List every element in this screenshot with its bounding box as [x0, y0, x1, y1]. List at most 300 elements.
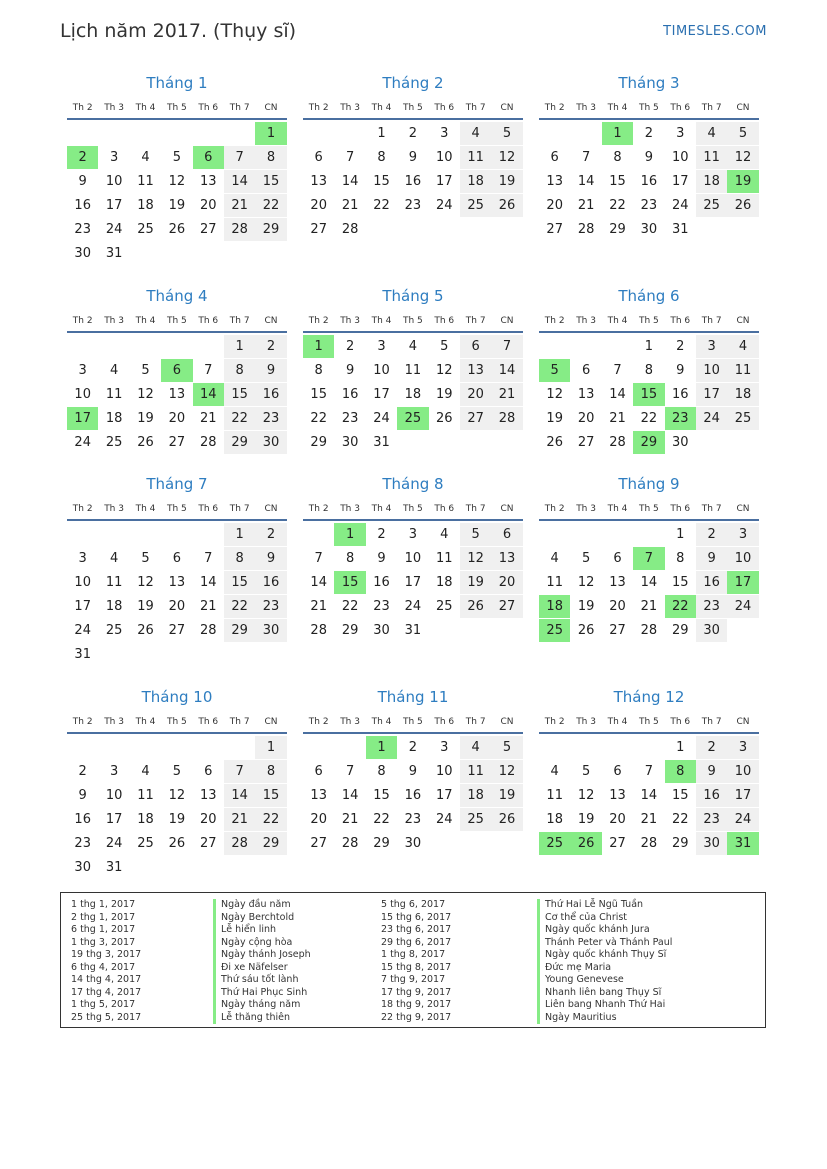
- calendar-day: 12: [577, 788, 595, 803]
- calendar-day: 6: [550, 150, 559, 165]
- calendar-day: 10: [435, 764, 453, 779]
- calendar-day: 8: [377, 764, 386, 779]
- calendar-day: 21: [224, 194, 255, 217]
- calendar-day: 20: [546, 198, 563, 213]
- calendar-day: 12: [577, 575, 595, 590]
- holiday-name: Liên bang Nhanh Thứ Hai: [545, 999, 666, 1010]
- month-calendar: [303, 72, 523, 242]
- calendar-week: [303, 122, 523, 146]
- calendar-day: 24: [105, 222, 123, 237]
- calendar-day-empty: [98, 122, 129, 145]
- calendar-day: 28: [199, 623, 217, 638]
- calendar-day: 6: [460, 335, 491, 358]
- weekday-label: Th 7: [701, 717, 722, 727]
- calendar-day: 22: [224, 407, 255, 430]
- calendar-day: 18: [546, 812, 563, 827]
- calendar-day-empty: [602, 523, 633, 546]
- calendar-week: [303, 335, 523, 359]
- month-calendar: [539, 473, 759, 643]
- site-link[interactable]: TIMESLES.COM: [663, 24, 767, 39]
- calendar-day: 31: [74, 647, 91, 662]
- calendar-day-empty: [130, 523, 161, 546]
- weekday-label: Th 4: [371, 103, 392, 113]
- legend-names-col-2: [537, 899, 672, 1024]
- calendar-day: 26: [491, 808, 522, 831]
- calendar-day: 3: [109, 150, 119, 165]
- calendar-week: [539, 146, 759, 170]
- calendar-day: 13: [609, 575, 626, 590]
- calendar-week: [67, 218, 287, 242]
- calendar-week: [67, 856, 287, 880]
- calendar-day: 20: [460, 383, 491, 406]
- calendar-day: 9: [696, 760, 727, 783]
- calendar-day: 10: [404, 551, 422, 566]
- calendar-day: 21: [199, 599, 217, 614]
- calendar-day: 6: [613, 551, 622, 566]
- calendar-day: 26: [137, 435, 154, 450]
- calendar-day: 24: [74, 435, 91, 450]
- weekday-label: Th 7: [465, 717, 486, 727]
- calendar-day: 27: [609, 623, 626, 638]
- calendar-day: 4: [460, 122, 491, 145]
- calendar-day-empty: [98, 335, 129, 358]
- calendar-day: 13: [168, 387, 186, 402]
- calendar-day: 19: [727, 170, 758, 193]
- month-title: Tháng 11: [377, 688, 449, 706]
- calendar-week: [303, 832, 523, 856]
- calendar-week: [303, 571, 523, 595]
- calendar-day: 7: [644, 764, 653, 779]
- holiday-date: 22 thg 9, 2017: [381, 1011, 452, 1023]
- calendar-week: [67, 383, 287, 407]
- calendar-day: 9: [255, 359, 286, 382]
- calendar-day: 25: [460, 194, 491, 217]
- calendar-week: [303, 170, 523, 194]
- calendar-day: 27: [199, 836, 217, 851]
- calendar-day: 8: [224, 547, 255, 570]
- calendar-day: 10: [671, 150, 689, 165]
- calendar-day: 15: [255, 170, 286, 193]
- calendar-day: 20: [609, 812, 626, 827]
- weekday-label: Th 3: [340, 717, 360, 727]
- calendar-day: 11: [404, 363, 422, 378]
- calendar-day: 29: [671, 836, 689, 851]
- month-calendar: [67, 473, 287, 667]
- month-title: Tháng 1: [146, 74, 208, 92]
- calendar-day: 30: [640, 222, 658, 237]
- calendar-day: 18: [460, 170, 491, 193]
- month-calendar: [303, 686, 523, 856]
- weekday-label: Th 7: [701, 316, 722, 326]
- calendar-day: 22: [671, 812, 689, 827]
- calendar-day: 23: [255, 595, 286, 618]
- calendar-day: 1: [377, 126, 386, 141]
- calendar-day: 15: [310, 387, 327, 402]
- holiday-name: Ngày Berchtold: [221, 911, 295, 923]
- calendar-day: 3: [727, 736, 758, 759]
- calendar-day: 13: [310, 174, 327, 189]
- calendar-day-empty: [224, 736, 255, 759]
- calendar-day: 18: [435, 575, 453, 590]
- weekday-label: Th 7: [465, 103, 486, 113]
- calendar-day: 14: [199, 575, 217, 590]
- calendar-day: 7: [314, 551, 323, 566]
- calendar-day: 8: [314, 363, 323, 378]
- weekday-label: Th 5: [166, 504, 187, 514]
- calendar-week: [303, 218, 523, 242]
- calendar-day: 4: [408, 339, 417, 354]
- holiday-name: Thứ Hai Lễ Ngũ Tuần: [545, 899, 644, 910]
- calendar-week: [539, 122, 759, 146]
- calendar-day: 10: [696, 359, 727, 382]
- calendar-day: 26: [460, 595, 491, 618]
- calendar-day: 26: [570, 832, 601, 855]
- calendar-day-empty: [193, 122, 224, 145]
- calendar-day: 14: [640, 575, 658, 590]
- holiday-date: 6 thg 1, 2017: [71, 924, 136, 935]
- holiday-date: 2 thg 1, 2017: [71, 911, 136, 923]
- weekday-label: Th 6: [670, 717, 691, 727]
- holiday-date: 17 thg 4, 2017: [71, 986, 142, 998]
- calendar-week: [539, 547, 759, 571]
- holiday-name: Thứ Hai Phục Sinh: [221, 986, 308, 998]
- calendar-day: 23: [373, 599, 390, 614]
- calendar-week: [67, 523, 287, 547]
- calendar-day-empty: [130, 736, 161, 759]
- calendar-day: 21: [640, 812, 658, 827]
- calendar-day: 19: [168, 198, 186, 213]
- calendar-day: 8: [613, 150, 622, 165]
- holiday-date: 15 thg 8, 2017: [381, 961, 452, 973]
- calendar-day: 3: [727, 523, 758, 546]
- legend-dates-col-1: [71, 899, 141, 1024]
- calendar-day: 19: [137, 411, 154, 426]
- calendar-day: 29: [633, 431, 664, 454]
- calendar-week: [303, 523, 523, 547]
- calendar-day: 17: [373, 387, 390, 402]
- calendar-day: 31: [105, 860, 123, 875]
- weekday-label: Th 5: [166, 717, 187, 727]
- calendar-day: 3: [78, 551, 87, 566]
- month-title: Tháng 6: [618, 287, 680, 305]
- weekday-label: Th 6: [670, 316, 691, 326]
- holiday-date: 17 thg 9, 2017: [381, 986, 452, 998]
- calendar-day: 10: [74, 387, 91, 402]
- calendar-day: 9: [408, 150, 417, 165]
- calendar-day: 27: [460, 407, 491, 430]
- calendar-day: 2: [676, 339, 685, 354]
- weekday-header: [539, 311, 759, 333]
- weekday-label: Th 5: [402, 717, 423, 727]
- calendar-day: 27: [310, 222, 327, 237]
- weekday-label: Th 5: [638, 316, 659, 326]
- calendar-day: 20: [168, 599, 186, 614]
- calendar-day: 9: [78, 174, 87, 189]
- calendar-day: 20: [609, 599, 626, 614]
- calendar-week: [67, 736, 287, 760]
- month-title: Tháng 4: [146, 287, 208, 305]
- calendar-day: 7: [633, 547, 664, 570]
- calendar-week: [303, 784, 523, 808]
- calendar-day: 12: [168, 788, 186, 803]
- calendar-day: 31: [105, 246, 123, 261]
- calendar-day: 20: [577, 411, 595, 426]
- calendar-day: 25: [696, 194, 727, 217]
- calendar-week: [67, 808, 287, 832]
- calendar-day: 21: [577, 198, 595, 213]
- calendar-day: 28: [310, 623, 327, 638]
- calendar-day: 11: [696, 146, 727, 169]
- calendar-day: 13: [609, 788, 626, 803]
- calendar-day: 2: [78, 764, 87, 779]
- calendar-week: [539, 808, 759, 832]
- calendar-day: 26: [577, 623, 595, 638]
- calendar-day: 28: [609, 435, 626, 450]
- calendar-week: [303, 431, 523, 455]
- calendar-day: 11: [460, 146, 491, 169]
- calendar-day: 6: [161, 359, 192, 382]
- calendar-day: 13: [168, 575, 186, 590]
- calendar-day: 27: [168, 435, 186, 450]
- holiday-name: Thánh Peter và Thánh Paul: [545, 936, 673, 948]
- calendar-day-empty: [570, 122, 601, 145]
- calendar-day: 2: [67, 146, 98, 169]
- calendar-day: 16: [404, 788, 422, 803]
- calendar-day: 26: [435, 411, 453, 426]
- calendar-day: 6: [193, 146, 224, 169]
- calendar-day: 13: [310, 788, 327, 803]
- weekday-label: Th 3: [340, 103, 360, 113]
- calendar-day: 22: [665, 595, 696, 618]
- calendar-day: 17: [74, 599, 91, 614]
- calendar-day: 15: [224, 571, 255, 594]
- calendar-day: 17: [727, 784, 758, 807]
- calendar-week: [303, 547, 523, 571]
- calendar-day: 28: [640, 836, 658, 851]
- calendar-day: 4: [440, 527, 449, 542]
- calendar-day: 21: [224, 808, 255, 831]
- calendar-day-empty: [161, 122, 192, 145]
- weekday-label: Th 7: [465, 504, 486, 514]
- calendar-week: [67, 407, 287, 431]
- calendar-day: 5: [172, 150, 181, 165]
- calendar-day-empty: [303, 736, 334, 759]
- calendar-day: 2: [255, 523, 286, 546]
- holiday-date: 1 thg 5, 2017: [71, 999, 136, 1010]
- weekday-header: [67, 712, 287, 734]
- calendar-day: 22: [640, 411, 658, 426]
- weekday-label: Th 7: [465, 316, 486, 326]
- calendar-day: 12: [491, 760, 522, 783]
- holiday-name: Ngày tháng năm: [221, 999, 301, 1010]
- calendar-day: 9: [377, 551, 386, 566]
- calendar-day: 27: [310, 836, 327, 851]
- calendar-day-empty: [570, 736, 601, 759]
- month-title: Tháng 10: [141, 688, 213, 706]
- calendar-day: 27: [577, 435, 595, 450]
- calendar-day-empty: [539, 122, 570, 145]
- weekday-label: Th 7: [701, 504, 722, 514]
- holiday-name: Young Genevese: [545, 974, 624, 985]
- calendar-week: [303, 194, 523, 218]
- calendar-day: 30: [696, 619, 727, 642]
- calendar-day: 23: [640, 198, 658, 213]
- calendar-day: 24: [435, 812, 453, 827]
- calendar-day: 15: [609, 174, 626, 189]
- calendar-day: 28: [577, 222, 595, 237]
- weekday-label: Th 5: [402, 504, 423, 514]
- weekday-label: Th 4: [607, 504, 628, 514]
- calendar-week: [303, 383, 523, 407]
- calendar-day: 10: [74, 575, 91, 590]
- calendar-day: 5: [141, 363, 150, 378]
- calendar-day: 9: [408, 764, 417, 779]
- calendar-week: [67, 170, 287, 194]
- calendar-day: 4: [141, 764, 150, 779]
- calendar-day: 7: [345, 764, 355, 779]
- calendar-day: 17: [696, 383, 727, 406]
- calendar-week: [539, 832, 759, 856]
- calendar-day: 30: [74, 246, 91, 261]
- calendar-day: 8: [665, 760, 696, 783]
- calendar-week: [539, 595, 759, 619]
- calendar-day: 6: [314, 150, 323, 165]
- calendar-day: 26: [137, 623, 154, 638]
- holiday-date: 18 thg 9, 2017: [381, 999, 452, 1010]
- calendar-day: 10: [373, 363, 390, 378]
- calendar-day: 12: [137, 387, 154, 402]
- weekday-label: Th 2: [72, 504, 93, 514]
- month-calendar: [303, 285, 523, 455]
- weekday-label: Th 3: [576, 504, 596, 514]
- calendar-day: 6: [581, 363, 591, 378]
- calendar-day: 20: [491, 571, 522, 594]
- holiday-date: 23 thg 6, 2017: [381, 924, 452, 935]
- weekday-header: [303, 499, 523, 521]
- weekday-label: Th 3: [104, 717, 124, 727]
- calendar-day-empty: [334, 736, 365, 759]
- calendar-day: 9: [676, 363, 685, 378]
- calendar-day: 5: [491, 736, 522, 759]
- calendar-day: 2: [255, 335, 286, 358]
- weekday-label: Th 3: [576, 103, 596, 113]
- calendar-day: 31: [373, 435, 390, 450]
- calendar-day: 3: [440, 740, 449, 755]
- holiday-name: Nhanh liên bang Thụy Sĩ: [545, 986, 662, 998]
- calendar-day-empty: [98, 523, 129, 546]
- weekday-label: Th 4: [371, 504, 392, 514]
- weekday-label: Th 5: [638, 504, 659, 514]
- calendar-day: 15: [373, 174, 390, 189]
- calendar-day: 7: [491, 335, 522, 358]
- calendar-day: 29: [255, 218, 286, 241]
- calendar-day: 24: [696, 407, 727, 430]
- calendar-day-empty: [98, 736, 129, 759]
- calendar-day: 26: [168, 222, 186, 237]
- calendar-day-empty: [224, 122, 255, 145]
- month-title: Tháng 9: [618, 475, 680, 493]
- calendar-day: 15: [633, 383, 664, 406]
- calendar-day: 4: [727, 335, 758, 358]
- calendar-day: 25: [137, 836, 154, 851]
- calendar-day: 25: [460, 808, 491, 831]
- calendar-day: 20: [199, 812, 217, 827]
- calendar-day: 8: [224, 359, 255, 382]
- calendar-day: 19: [137, 599, 154, 614]
- weekday-header: [539, 712, 759, 734]
- calendar-day: 13: [577, 387, 595, 402]
- calendar-day: 2: [408, 126, 417, 141]
- calendar-day: 13: [199, 174, 217, 189]
- weekday-label: CN: [264, 717, 278, 727]
- calendar-day: 16: [255, 383, 286, 406]
- calendar-day: 18: [404, 387, 422, 402]
- calendar-day: 28: [491, 407, 522, 430]
- calendar-day: 7: [581, 150, 591, 165]
- calendar-day: 22: [224, 595, 255, 618]
- calendar-week: [539, 407, 759, 431]
- calendar-day: 14: [577, 174, 595, 189]
- weekday-label: Th 4: [135, 717, 156, 727]
- calendar-day: 26: [727, 194, 758, 217]
- weekday-label: CN: [736, 504, 750, 514]
- weekday-label: Th 7: [229, 504, 250, 514]
- calendar-week: [539, 194, 759, 218]
- calendar-day: 15: [334, 571, 365, 594]
- calendar-day-empty: [334, 122, 365, 145]
- calendar-day: 2: [345, 339, 355, 354]
- holiday-name: Ngày Mauritius: [545, 1011, 617, 1023]
- weekday-label: Th 6: [198, 717, 219, 727]
- weekday-label: Th 6: [198, 103, 219, 113]
- calendar-day: 4: [550, 764, 559, 779]
- calendar-week: [67, 619, 287, 643]
- weekday-label: Th 7: [701, 103, 722, 113]
- weekday-label: Th 2: [544, 717, 565, 727]
- weekday-label: Th 3: [576, 717, 596, 727]
- calendar-day: 25: [539, 832, 570, 855]
- calendar-day: 1: [255, 736, 286, 759]
- calendar-day: 25: [105, 623, 123, 638]
- month-title: Tháng 12: [613, 688, 685, 706]
- calendar-day: 21: [310, 599, 327, 614]
- weekday-label: Th 5: [166, 316, 187, 326]
- calendar-day: 21: [199, 411, 217, 426]
- calendar-day: 2: [408, 740, 417, 755]
- calendar-day: 1: [676, 527, 685, 542]
- calendar-week: [539, 760, 759, 784]
- calendar-day: 28: [341, 222, 359, 237]
- weekday-header: [303, 98, 523, 120]
- calendar-day: 18: [137, 812, 154, 827]
- calendar-day-empty: [130, 122, 161, 145]
- calendar-week: [67, 359, 287, 383]
- calendar-day: 11: [460, 760, 491, 783]
- calendar-day-empty: [161, 335, 192, 358]
- calendar-day: 17: [727, 571, 758, 594]
- calendar-day: 29: [255, 832, 286, 855]
- calendar-day-empty: [130, 335, 161, 358]
- calendar-day: 20: [310, 812, 327, 827]
- calendar-day: 18: [105, 599, 123, 614]
- calendar-day: 25: [539, 619, 570, 642]
- calendar-day: 7: [224, 760, 255, 783]
- calendar-day: 11: [137, 788, 154, 803]
- calendar-day: 1: [334, 523, 365, 546]
- holiday-date: 7 thg 9, 2017: [381, 974, 446, 985]
- calendar-day: 17: [435, 788, 453, 803]
- weekday-label: Th 5: [638, 717, 659, 727]
